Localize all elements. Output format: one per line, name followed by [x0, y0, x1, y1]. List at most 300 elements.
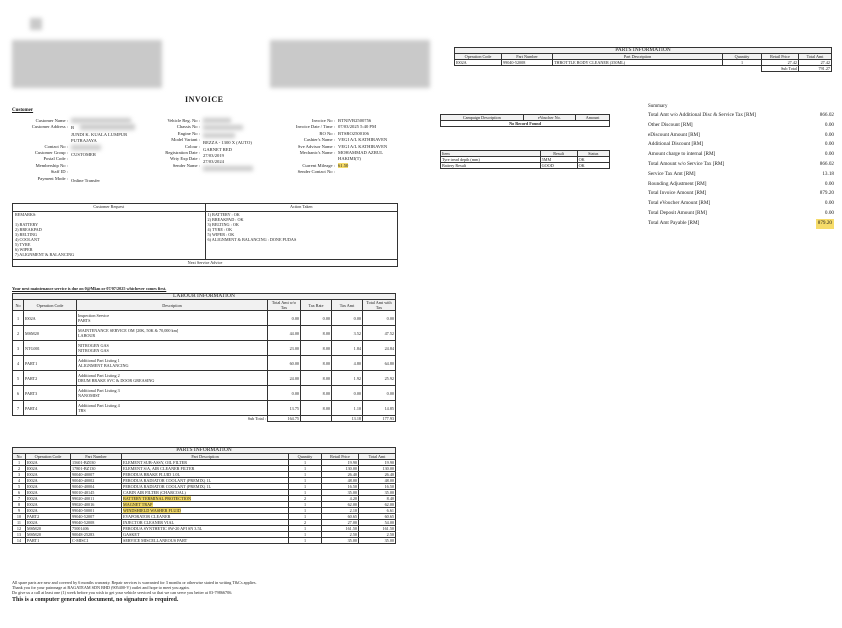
parts-desc-text: WINDSHIELD WASHER FLUID [123, 508, 181, 513]
page2-parts-cell: I002A [455, 60, 502, 66]
parts-code-cell: I002A [26, 502, 71, 508]
parts-price-cell: 26.40 [322, 472, 359, 478]
summary-value: 0.00 [824, 209, 834, 216]
evoucher-header: Amount [576, 115, 610, 121]
page2-parts-header: Total Amt [799, 54, 832, 60]
parts-no-cell: 5 [13, 484, 26, 490]
parts-desc-text: PERODUA RADIATOR COOLANT (PREMIX) 1L [123, 478, 212, 483]
parts-header: Operation Code [26, 454, 71, 460]
parts-price-cell: 35.00 [322, 538, 359, 544]
parts-code-cell: PART1 [26, 538, 71, 544]
evoucher-empty: No Record Found [441, 121, 610, 127]
redacted-company-header-right [270, 40, 430, 88]
labour-no-cell: 2 [13, 326, 24, 341]
labour-row [13, 356, 396, 371]
parts-table [12, 447, 396, 544]
labour-amount-cell: 8.00 [301, 326, 332, 341]
parts-total-cell: 35.00 [359, 538, 396, 544]
parts-desc-text: MAGNET TRAP [123, 502, 153, 507]
parts-desc-text: ELEMENT S/A, AIR CLEANER FILTER [123, 466, 195, 471]
labour-no-cell: 1 [13, 311, 24, 326]
parts-qty-cell: 1 [289, 484, 322, 490]
parts-no-cell: 1 [13, 460, 26, 466]
parts-total-cell: 54.00 [359, 520, 396, 526]
customer-request-line: 7) ALIGNMENT & BALANCING [15, 252, 75, 257]
mechanic-name-value-2: HAKIMI(T) [338, 156, 361, 162]
parts-qty-cell: 1 [289, 526, 322, 532]
summary-label: Service Tax Amt [RM] [648, 170, 696, 177]
labour-header: Tax Amt [332, 300, 363, 311]
labour-code-cell: I002A [24, 311, 77, 326]
parts-number-cell: 90048-25283 [71, 532, 122, 538]
labour-amount-cell: 24.00 [268, 371, 301, 386]
evoucher-header: eVoucher No. [523, 115, 576, 121]
parts-no-cell: 9 [13, 508, 26, 514]
summary-label: Amount charge to internal [RM] [648, 151, 716, 158]
page2-parts-header: Retail Price [762, 54, 799, 60]
summary-label: Total Amt Payable [RM] [648, 219, 700, 226]
checks-cell: GOOD [540, 163, 577, 169]
parts-desc-text: ELEMENT SUB-ASSY, OIL FILTER [123, 460, 187, 465]
customer-label: Customer Name : [35, 118, 68, 123]
parts-total-cell: 35.00 [359, 490, 396, 496]
parts-code-cell: I002A [26, 460, 71, 466]
labour-amount-cell: 0.00 [363, 386, 396, 401]
summary-value: 0.00 [824, 131, 834, 138]
summary-row [648, 111, 834, 121]
labour-amount-cell: 0.00 [332, 386, 363, 401]
labour-code-cell: NTG001 [24, 341, 77, 356]
labour-subtotal-cell: 164.75 [268, 416, 301, 422]
parts-total-cell: 8.40 [359, 496, 396, 502]
labour-header: Operation Code [24, 300, 77, 311]
advisor-name-value: VEGI A/L KATHIRAVEN [338, 143, 388, 149]
warranty-exp-value: 27/03/2024 [203, 159, 224, 165]
labour-amount-cell: 0.00 [363, 311, 396, 326]
labour-code-cell: MSM20 [24, 326, 77, 341]
action-line: 2) BREAKPAD : OK [207, 217, 244, 222]
parts-number-cell: 99020-40011 [71, 496, 122, 502]
summary-row [648, 121, 834, 131]
action-line: 6) ALIGNMENT & BALANCING : DONE PUDAS [207, 237, 297, 242]
parts-no-cell: 4 [13, 478, 26, 484]
parts-row [13, 538, 396, 544]
parts-qty-cell: 2 [289, 520, 322, 526]
redacted-company-header [12, 40, 162, 88]
checks-cell: Battery Result [441, 163, 541, 169]
summary-label: Additional Discount [RM] [648, 141, 704, 148]
vehicle-reg-value [203, 118, 273, 125]
model-variant-value: BEZZA - 1300 X (AUTO) [203, 140, 252, 146]
customer-label: Postal Code : [43, 156, 68, 162]
summary-row [648, 209, 834, 219]
parts-total-cell: 16.50 [359, 484, 396, 490]
parts-no-cell: 7 [13, 496, 26, 502]
labour-row [13, 371, 396, 386]
mileage-highlight: 61.50 [338, 162, 349, 168]
customer-label: Customer Group : [34, 150, 68, 156]
labour-amount-cell: 8.00 [301, 401, 332, 416]
customer-request-line: REMARKS: [15, 212, 37, 217]
parts-total-cell: 2.50 [359, 532, 396, 538]
customer-heading: Customer [12, 108, 34, 113]
labour-header: Description [77, 300, 268, 311]
labour-amount-cell: 8.00 [301, 386, 332, 401]
customer-contact-value [71, 145, 151, 152]
summary-value: 879.20 [816, 219, 834, 229]
customer-address-line: JUNDI K. KUALA LUMPUR [71, 131, 128, 137]
parts-no-cell: 13 [13, 532, 26, 538]
footer-bold-note: This is a computer generated document, no signature is required. [12, 597, 179, 603]
action-taken-title: Action Taken [289, 204, 313, 209]
checks-cell: OK [577, 163, 609, 169]
action-line: 5) WIPER : OK [207, 232, 235, 237]
parts-qty-cell: 1 [289, 532, 322, 538]
action-taken-list [206, 212, 398, 259]
labour-code-cell: PART4 [24, 401, 77, 416]
footer-line: Thank you for your patronage at BAGATEAM SDN BHD (905400-V) outlet and hope to meet you again. [12, 585, 190, 590]
labour-amount-cell: 60.00 [268, 356, 301, 371]
parts-number-cell: 75001406 [71, 526, 122, 532]
labour-no-cell: 6 [13, 386, 24, 401]
customer-request-line: 3) BELTING [15, 232, 38, 237]
summary-value: 879.20 [819, 190, 834, 197]
checks-cell: OK [577, 157, 609, 163]
customer-labels [10, 118, 68, 182]
invoice-footer [12, 580, 412, 605]
parts-header: Retail Price [322, 454, 359, 460]
next-service-title: Next Service Advice [13, 259, 397, 266]
summary-value: 0.00 [824, 180, 834, 187]
labour-amount-cell: 8.00 [301, 341, 332, 356]
summary-label: Total Amt w/o Additional Disc & Service Tax [RM] [648, 112, 756, 118]
doc-label: Sve Advisor Name : [297, 143, 335, 149]
mechanic-name-value: MOHAMMAD AZRUL [338, 150, 384, 156]
labour-subtotal-cell: 13.18 [332, 416, 363, 422]
action-line: 4) TYRE : OK [207, 227, 233, 232]
labour-amount-cell: 13.75 [268, 401, 301, 416]
vehicle-label: Chassis No : [176, 124, 200, 130]
parts-code-cell: I002A [26, 466, 71, 472]
vehicle-label: Model Variant : [171, 137, 200, 143]
customer-request-line: 6) WIPER [15, 247, 33, 252]
summary-rows [648, 111, 834, 229]
parts-code-cell: MSM20 [26, 532, 71, 538]
parts-price-cell: 4.20 [322, 496, 359, 502]
labour-header: Total Amt w/o Tax [268, 300, 301, 311]
parts-price-cell: 2.50 [322, 532, 359, 538]
summary-row [648, 131, 834, 141]
parts-qty-cell: 1 [289, 538, 322, 544]
parts-price-cell: 2.10 [322, 508, 359, 514]
parts-code-cell: I002A [26, 496, 71, 502]
parts-code-cell: PART2 [26, 514, 71, 520]
labour-desc-cell: MAINTENANCE SERVICE OM [20K, 50K & 70,000 km] LABOUR [77, 326, 268, 341]
page2-parts-header: Part Description [553, 54, 723, 60]
parts-qty-cell: 1 [289, 466, 322, 472]
doc-label: RO No : [319, 130, 335, 136]
vehicle-values [203, 118, 273, 173]
labour-desc-cell: Additional Part Listing 1 ALIGNMENT BALANCING [77, 356, 268, 371]
doc-label: Mechanic's Name : [299, 150, 335, 156]
parts-desc-text: PERODUA SYNTHETIC 0W-20 API SN 3.5L [123, 526, 203, 531]
customer-request-line: 2) BREAKPAD [15, 227, 42, 232]
redacted-logo [30, 18, 42, 30]
vehicle-label: Registration Date : [165, 150, 200, 156]
parts-price-cell: 161.50 [322, 526, 359, 532]
labour-amount-cell: 44.00 [268, 326, 301, 341]
summary-row [648, 170, 834, 180]
summary-label: Total eVoucher Amount [RM] [648, 200, 711, 207]
summary-label: Total Amount w/o Service Tax [RM] [648, 160, 725, 167]
parts-rows [13, 460, 396, 544]
parts-header: Total Amt [359, 454, 396, 460]
doc-label: Current Mileage : [302, 162, 335, 168]
parts-number-cell: 99040-50001 [71, 508, 122, 514]
customer-request-line: 4) COOLANT [15, 237, 40, 242]
customer-label: Customer Address : [31, 124, 68, 130]
labour-subtotal-cell: 177.93 [363, 416, 396, 422]
engine-value [203, 133, 273, 140]
parts-total-cell: 6.61 [359, 508, 396, 514]
summary-row [648, 180, 834, 190]
parts-desc-text: BATTERY TERMINAL PROTECTION [123, 496, 192, 501]
summary-title: Summary [648, 104, 668, 109]
labour-code-cell: PART2 [24, 371, 77, 386]
summary-label: Total Invoice Amount [RM] [648, 190, 707, 197]
parts-desc-text: EVAPORATOR CLEANER [123, 514, 171, 519]
summary-value: 0.00 [824, 141, 834, 148]
parts-code-cell: I002A [26, 472, 71, 478]
customer-request-line: 1) BATTERY [15, 222, 39, 227]
customer-request-title: Customer Request [13, 204, 206, 211]
summary-row [648, 160, 834, 170]
parts-total-cell: 62.00 [359, 502, 396, 508]
labour-amount-cell: 1.10 [332, 401, 363, 416]
parts-code-cell: I002A [26, 520, 71, 526]
parts-no-cell: 10 [13, 514, 26, 520]
labour-amount-cell: 0.00 [332, 311, 363, 326]
vehicle-label: Sender Name : [172, 162, 200, 168]
parts-price-cell: 62.00 [322, 502, 359, 508]
labour-code-cell: PART1 [24, 356, 77, 371]
parts-code-cell: I002A [26, 490, 71, 496]
vehicle-label: Engine No : [177, 130, 200, 136]
doc-label: Invoice No : [312, 118, 335, 123]
labour-subtotal-cell [301, 416, 332, 422]
parts-desc-text: PERODUA RADIATOR COOLANT (PREMIX) 1L [123, 484, 212, 489]
parts-qty-cell: 1 [289, 472, 322, 478]
parts-number-cell: 99040-52008 [71, 520, 122, 526]
checks-header: Result [540, 151, 577, 157]
next-service-text: Your next maintenance service is due on 0@Mkm or 07/07/2025 whichever comes first. [12, 286, 167, 291]
customer-address-line: PUTRAJAYA [71, 138, 97, 144]
parts-desc-text: SERVICE MISCELLANEOUS PART [123, 538, 188, 543]
labour-amount-cell: 8.00 [301, 371, 332, 386]
labour-subtotal-label: Sub Total : [247, 416, 266, 422]
action-line: 3) BELTING : OK [207, 222, 239, 227]
summary-label: Rounding Adjustment [RM] [648, 180, 707, 187]
labour-amount-cell: 1.84 [332, 341, 363, 356]
request-action-box [12, 203, 398, 267]
labour-row [13, 341, 396, 356]
doc-labels [272, 118, 335, 176]
summary-row [648, 150, 834, 160]
parts-total-cell: 60.65 [359, 514, 396, 520]
customer-group-value: CUSTOMER [71, 152, 96, 158]
parts-code-cell: MSM20 [26, 526, 71, 532]
parts-desc-text: INJECTOR CLEANER VIAL [123, 520, 175, 525]
labour-amount-cell: 0.00 [301, 311, 332, 326]
checks-header: Status [577, 151, 609, 157]
parts-number-cell: 99020-40016 [71, 502, 122, 508]
labour-desc-cell: Inspection Service PARTS [77, 311, 268, 326]
labour-no-cell: 7 [13, 401, 24, 416]
labour-header: Tax Rate [301, 300, 332, 311]
redacted-address [80, 124, 135, 130]
labour-row [13, 401, 396, 416]
parts-price-cell: 19.90 [322, 460, 359, 466]
checks-row [441, 163, 610, 169]
summary-row [648, 189, 834, 199]
parts-desc-text: PERODUA BRAKE FLUID 1.0L [123, 472, 180, 477]
labour-row [13, 386, 396, 401]
parts-number-cell: 99040-52007 [71, 514, 122, 520]
parts-qty-cell: 1 [289, 514, 322, 520]
summary-panel [648, 104, 834, 229]
parts-no-cell: 12 [13, 526, 26, 532]
labour-no-cell: 3 [13, 341, 24, 356]
labour-amount-cell: 0.00 [268, 386, 301, 401]
summary-value: 13.18 [822, 170, 834, 177]
checks-header: Item [441, 151, 541, 157]
evoucher-header: Campaign Description [441, 115, 524, 121]
evoucher-table [440, 114, 610, 127]
parts-header: Part Description [122, 454, 289, 460]
customer-label: Payment Mode : [37, 175, 68, 181]
page2-parts-cell: 27.42 [799, 60, 832, 66]
labour-amount-cell: 64.80 [363, 356, 396, 371]
customer-label: Staff ID : [50, 169, 68, 175]
labour-amount-cell: 3.52 [332, 326, 363, 341]
action-line: 1) BATTERY : OK [207, 212, 240, 217]
page2-parts-header: Quantity [723, 54, 762, 60]
parts-no-cell: 11 [13, 520, 26, 526]
ro-no-value: BTSRO2500106 [338, 130, 369, 136]
labour-desc-cell: Additional Part Listing 2 DRUM BRAKE SVC & DOOR GREASING [77, 371, 268, 386]
parts-price-cell: 35.00 [322, 490, 359, 496]
labour-amount-cell: 4.80 [332, 356, 363, 371]
labour-row [13, 311, 396, 326]
invoice-date-value: 07/03/2025 5:40 PM [338, 124, 377, 130]
parts-number-cell: 17801-BZ130 [71, 466, 122, 472]
labour-amount-cell: 0.00 [268, 311, 301, 326]
payment-mode-value: Online Transfer [71, 177, 100, 183]
page2-parts-header: Part Number [502, 54, 553, 60]
labour-row [13, 326, 396, 341]
labour-desc-cell: NITROGEN GAS NITROGEN GAS [77, 341, 268, 356]
labour-desc-cell: Additional Part Listing 3 NANOMIST [77, 386, 268, 401]
page2-parts-cell: 27.42 [762, 60, 799, 66]
parts-total-cell: 26.40 [359, 472, 396, 478]
parts-header: No [13, 454, 26, 460]
summary-value: 0.00 [824, 200, 834, 207]
colour-value: GARNET RED [203, 146, 232, 152]
labour-header: Total Amt with Tax [363, 300, 396, 311]
parts-no-cell: 6 [13, 490, 26, 496]
vehicle-label: Colour : [184, 143, 200, 149]
summary-value: 0.00 [824, 121, 834, 128]
labour-header: No [13, 300, 24, 311]
labour-amount-cell: 8.00 [301, 356, 332, 371]
customer-label: Membership No : [35, 162, 68, 168]
page2-subtotal-label: Sub Total [762, 66, 799, 72]
page2-parts-table [454, 47, 832, 72]
parts-qty-cell: 1 [289, 460, 322, 466]
summary-label: Other Discount [RM] [648, 121, 693, 128]
vehicle-label: Vehicle Reg. No : [167, 118, 200, 123]
parts-qty-cell: 1 [289, 502, 322, 508]
doc-label: Cashier's Name : [303, 137, 335, 143]
parts-qty-cell: 1 [289, 490, 322, 496]
parts-qty-cell: 1 [289, 508, 322, 514]
cashier-name-value: VEGI A/L KATHIRAVEN [338, 137, 388, 143]
doc-label: Sender Contact No : [297, 169, 335, 175]
parts-title: PARTS INFORMATION [13, 448, 396, 454]
sender-contact-value [338, 169, 418, 175]
doc-label: Invoice Date / Time : [295, 124, 335, 130]
parts-no-cell: 14 [13, 538, 26, 544]
summary-label: eDiscount Amount [RM] [648, 131, 700, 138]
footer-line: Do give us a call at least one (1) week before you wish to get your vehicle serviced so that we can serve you better at 03-79866706. [12, 590, 233, 595]
summary-label: Total Deposit Amount [RM] [648, 209, 707, 216]
parts-desc-cell [122, 538, 289, 544]
labour-table [12, 293, 396, 422]
labour-amount-cell: 14.85 [363, 401, 396, 416]
page2-subtotal-row [455, 66, 832, 72]
labour-amount-cell: 1.92 [332, 371, 363, 386]
labour-no-cell: 4 [13, 356, 24, 371]
parts-number-cell: 90040-40007 [71, 472, 122, 478]
sender-name-value [203, 166, 273, 173]
labour-amount-cell: 24.84 [363, 341, 396, 356]
parts-no-cell: 3 [13, 472, 26, 478]
chassis-value [203, 125, 273, 132]
summary-row [648, 140, 834, 150]
labour-subtotal-row [13, 416, 396, 422]
customer-label: Contact No : [44, 143, 68, 149]
labour-code-cell: PART3 [24, 386, 77, 401]
parts-no-cell: 8 [13, 502, 26, 508]
parts-price-cell: 60.65 [322, 514, 359, 520]
parts-price-cell: 27.00 [322, 520, 359, 526]
summary-value: 866.02 [819, 160, 834, 167]
parts-qty-cell: 1 [289, 478, 322, 484]
parts-price-cell: 16.50 [322, 484, 359, 490]
parts-total-cell: 161.50 [359, 526, 396, 532]
labour-amount-cell: 23.00 [268, 341, 301, 356]
parts-no-cell: 2 [13, 466, 26, 472]
invoice-title: INVOICE [185, 95, 224, 104]
labour-title: LABOUR INFORMATION [13, 294, 396, 300]
parts-code-cell: I002A [26, 508, 71, 514]
invoice-no-value: BTNIVB2500756 [338, 118, 372, 123]
parts-code-cell: I002A [26, 484, 71, 490]
parts-qty-cell: 2 [289, 496, 322, 502]
customer-request-list [13, 212, 206, 259]
vehicle-labels [148, 118, 200, 169]
summary-row [648, 219, 834, 229]
